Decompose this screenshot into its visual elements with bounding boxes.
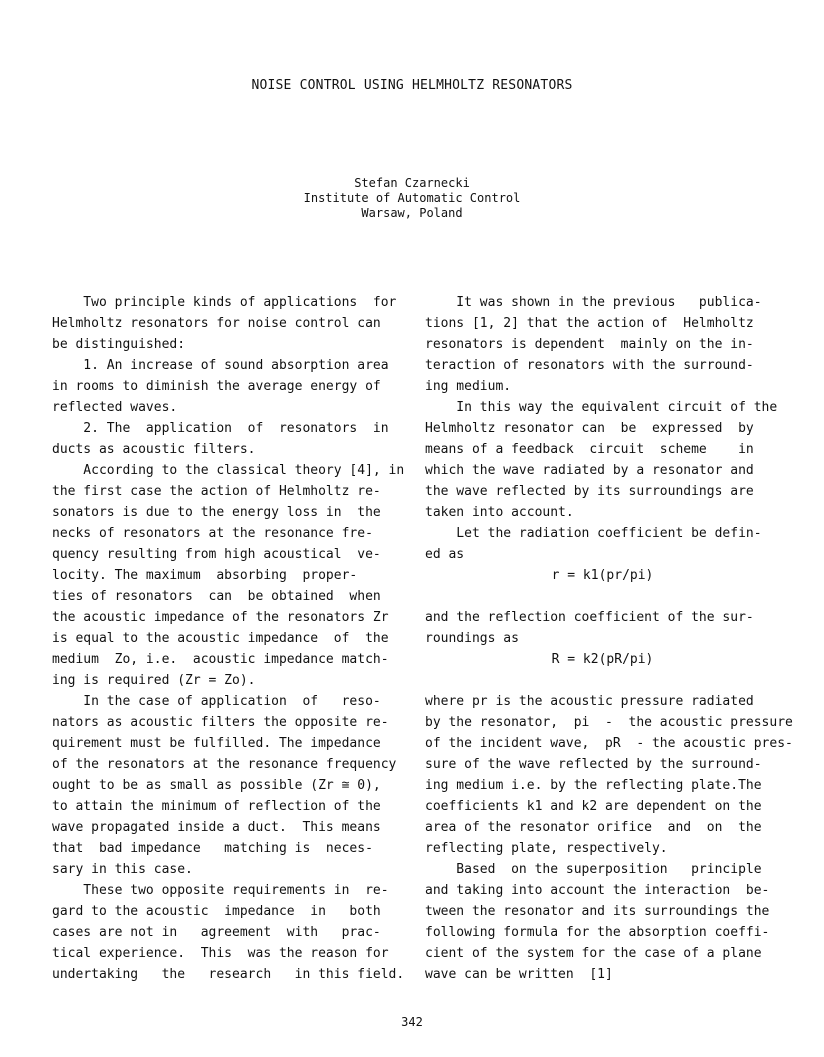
text-line: area of the resonator orifice and on the: [425, 820, 762, 835]
text-line: undertaking the research in this field.: [52, 967, 405, 982]
text-line: medium Zo, i.e. acoustic impedance match-: [52, 652, 389, 667]
text-line: Let the radiation coefficient be defin-: [425, 526, 762, 541]
text-line: be distinguished:: [52, 337, 186, 352]
paper-title: NOISE CONTROL USING HELMHOLTZ RESONATORS: [251, 78, 573, 93]
text-line: roundings as: [425, 631, 519, 646]
text-line: 1. An increase of sound absorption area: [52, 358, 389, 373]
text-line: taken into account.: [425, 505, 574, 520]
text-line: the first case the action of Helmholtz re-: [52, 484, 381, 499]
text-line: cases are not in agreement with prac-: [52, 925, 381, 940]
text-line: cient of the system for the case of a plane: [425, 946, 762, 961]
equation-reflection-coefficient: R = k2(pR/pi): [551, 652, 654, 667]
text-line: ties of resonators can be obtained when: [52, 589, 381, 604]
text-line: nators as acoustic filters the opposite re-: [52, 715, 389, 730]
text-line: Based on the superposition principle: [425, 862, 762, 877]
author-institute: Institute of Automatic Control: [303, 191, 521, 205]
text-line: tween the resonator and its surroundings the: [425, 904, 770, 919]
author-location: Warsaw, Poland: [361, 206, 463, 220]
equation-radiation-coefficient: r = k1(pr/pi): [551, 568, 654, 583]
text-line: locity. The maximum absorbing proper-: [52, 568, 358, 583]
text-line: by the resonator, pi - the acoustic pressure: [425, 715, 793, 730]
text-line: sure of the wave reflected by the surround-: [425, 757, 762, 772]
text-line: of the resonators at the resonance frequency: [52, 757, 397, 772]
right-column: [425, 292, 793, 985]
spacer: [425, 670, 780, 691]
text-line: ought to be as small as possible (Zr ≅ 0),: [52, 778, 381, 793]
text-line: sary in this case.: [52, 862, 193, 877]
text-line: These two opposite requirements in re-: [52, 883, 389, 898]
spacer: [425, 586, 780, 607]
text-line: and the reflection coefficient of the sur-: [425, 610, 754, 625]
text-line: which the wave radiated by a resonator and: [425, 463, 754, 478]
left-column: [52, 292, 404, 985]
text-line: wave propagated inside a duct. This means: [52, 820, 381, 835]
text-line: where pr is the acoustic pressure radiated: [425, 694, 754, 709]
text-line: wave can be written [1]: [425, 967, 613, 982]
text-line: is equal to the acoustic impedance of the: [52, 631, 389, 646]
text-line: tical experience. This was the reason for: [52, 946, 389, 961]
text-line: in rooms to diminish the average energy of: [52, 379, 381, 394]
text-line: Helmholtz resonators for noise control can: [52, 316, 381, 331]
text-line: In this way the equivalent circuit of the: [425, 400, 778, 415]
text-line: reflecting plate, respectively.: [425, 841, 668, 856]
text-line: the wave reflected by its surroundings are: [425, 484, 754, 499]
text-line: ducts as acoustic filters.: [52, 442, 256, 457]
text-line: gard to the acoustic impedance in both: [52, 904, 381, 919]
text-line: In the case of application of reso-: [52, 694, 381, 709]
text-line: resonators is dependent mainly on the in-: [425, 337, 754, 352]
text-line: quirement must be fulfilled. The impedance: [52, 736, 381, 751]
text-line: ing is required (Zr = Zo).: [52, 673, 256, 688]
text-line: following formula for the absorption coeffi-: [425, 925, 770, 940]
text-line: necks of resonators at the resonance fre-: [52, 526, 373, 541]
text-line: that bad impedance matching is neces-: [52, 841, 373, 856]
text-line: Two principle kinds of applications for: [52, 295, 397, 310]
text-line: means of a feedback circuit scheme in: [425, 442, 754, 457]
text-line: According to the classical theory [4], in: [52, 463, 405, 478]
text-line: quency resulting from high acoustical ve-: [52, 547, 381, 562]
author-block: [0, 176, 824, 221]
page-number: 342: [401, 1015, 423, 1029]
text-line: coefficients k1 and k2 are dependent on the: [425, 799, 762, 814]
text-line: reflected waves.: [52, 400, 178, 415]
text-line: the acoustic impedance of the resonators Zr: [52, 610, 389, 625]
text-line: teraction of resonators with the surround-: [425, 358, 754, 373]
text-line: sonators is due to the energy loss in the: [52, 505, 381, 520]
text-line: ing medium.: [425, 379, 512, 394]
text-line: of the incident wave, pR - the acoustic pres-: [425, 736, 793, 751]
text-line: 2. The application of resonators in: [52, 421, 389, 436]
text-line: tions [1, 2] that the action of Helmholtz: [425, 316, 754, 331]
author-name: Stefan Czarnecki: [354, 176, 470, 190]
text-line: It was shown in the previous publica-: [425, 295, 762, 310]
text-line: Helmholtz resonator can be expressed by: [425, 421, 754, 436]
text-line: ed as: [425, 547, 465, 562]
text-line: and taking into account the interaction be-: [425, 883, 770, 898]
text-line: to attain the minimum of reflection of the: [52, 799, 381, 814]
text-line: ing medium i.e. by the reflecting plate.The: [425, 778, 762, 793]
